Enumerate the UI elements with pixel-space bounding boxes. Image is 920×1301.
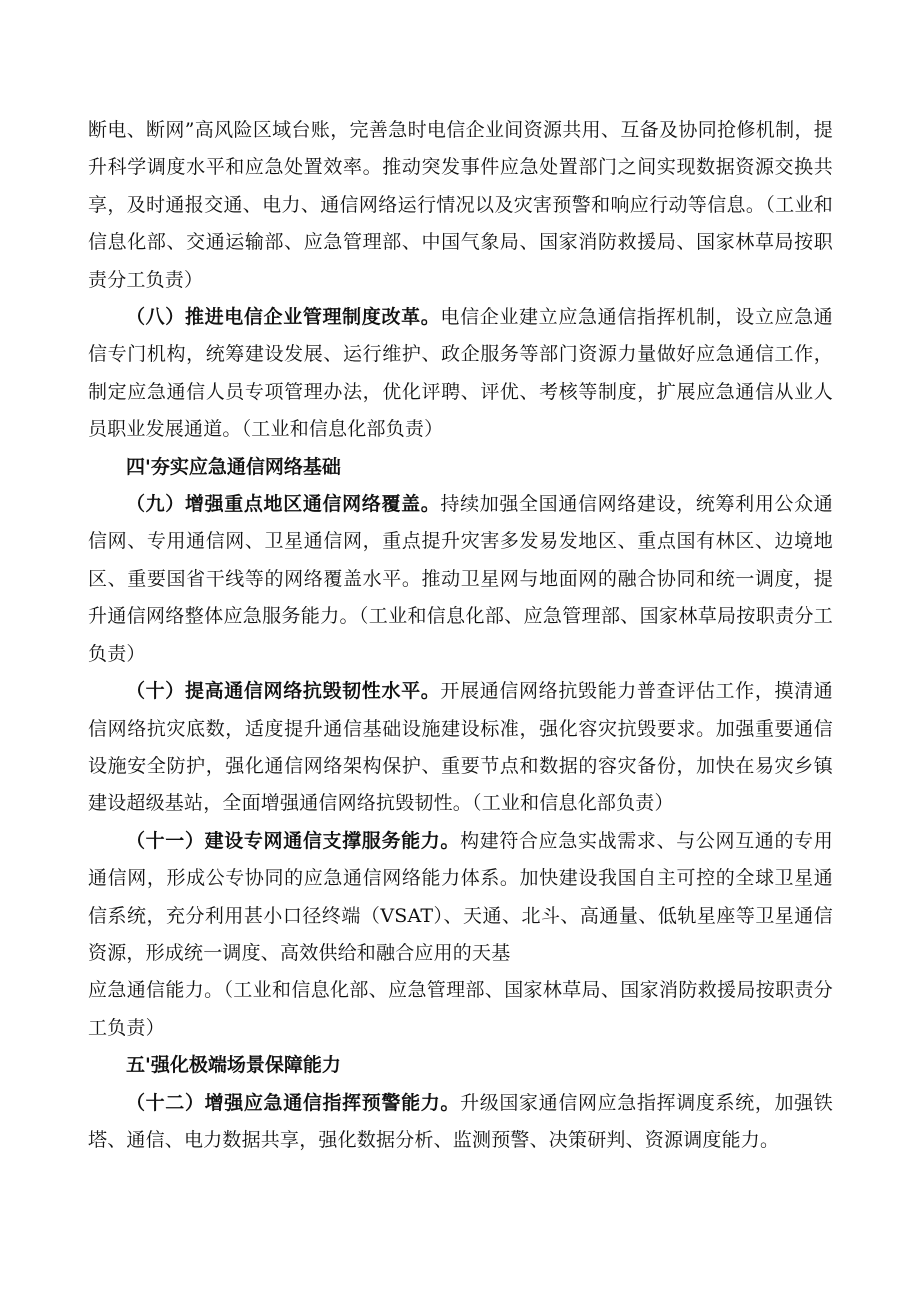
document-page (88, 112, 833, 1159)
paragraph-text: 构建符合应急实战需求、与公网互通的专用通信网，形成公专协同的应急通信网络能力体系。加快建设我国自主可控的全球卫星通信系统，充分利用甚小口径终端（VSAT）、天通、北斗、高通量、低轨星座等卫星通信资源，形成统一调度、高效供给和融合应用的天基 (88, 829, 833, 964)
paragraph-item-12 (88, 1085, 833, 1160)
paragraph-continuation (88, 112, 833, 299)
section-heading-5: 五'强化极端场景保障能力 (126, 1054, 341, 1077)
paragraph-title: （十）提高通信网络抗毁韧性水平。 (126, 680, 441, 703)
paragraph-title: （九）增强重点地区通信网络覆盖。 (126, 493, 441, 516)
paragraph-item-11-continued (88, 972, 833, 1047)
paragraph-title: （十二）增强应急通信指挥预警能力。 (126, 1091, 461, 1114)
paragraph-item-10 (88, 673, 833, 823)
paragraph-title: （十一）建设专网通信支撑服务能力。 (126, 829, 461, 852)
paragraph-text: 持续加强全国通信网络建设，统筹利用公众通信网、专用通信网、卫星通信网，重点提升灾害多发易发地区、重点国有林区、边境地区、重要国省干线等的网络覆盖水平。推动卫星网与地面网的融合协同和统一调度，提升通信网络整体应急服务能力。（工业和信息化部、应急管理部、国家林草局按职责分工负责） (88, 493, 833, 665)
paragraph-text: 断电、断网”高风险区域台账，完善急时电信企业间资源共用、互备及协同抢修机制，提升科学调度水平和应急处置效率。推动突发事件应急处置部门之间实现数据资源交换共享，及时通报交通、电力、通信网络运行情况以及灾害预警和响应行动等信息。（工业和信息化部、交通运输部、应急管理部、中国气象局、国家消防救援局、国家林草局按职责分工负责） (88, 119, 833, 291)
paragraph-text: 开展通信网络抗毁能力普查评估工作，摸清通信网络抗灾底数，适度提升通信基础设施建设标准，强化容灾抗毁要求。加强重要通信设施安全防护，强化通信网络架构保护、重要节点和数据的容灾备份，加快在易灾乡镇建设超级基站，全面增强通信网络抗毁韧性。（工业和信息化部负责） (88, 680, 833, 815)
section-heading-4: 四'夯实应急通信网络基础 (126, 455, 341, 478)
paragraph-text: 应急通信能力。（工业和信息化部、应急管理部、国家林草局、国家消防救援局按职责分工负责） (88, 979, 833, 1039)
paragraph-title: （八）推进电信企业管理制度改革。 (126, 306, 441, 329)
paragraph-item-8 (88, 299, 833, 449)
paragraph-text: 升级国家通信网应急指挥调度系统，加强铁塔、通信、电力数据共享，强化数据分析、监测预警、决策研判、资源调度能力。 (88, 1091, 833, 1151)
paragraph-item-11 (88, 823, 833, 973)
paragraph-item-9 (88, 486, 833, 673)
paragraph-text: 电信企业建立应急通信指挥机制，设立应急通信专门机构，统筹建设发展、运行维护、政企服务等部门资源力量做好应急通信工作，制定应急通信人员专项管理办法，优化评聘、评优、考核等制度，扩展应急通信从业人员职业发展通道。（工业和信息化部负责） (88, 306, 833, 441)
